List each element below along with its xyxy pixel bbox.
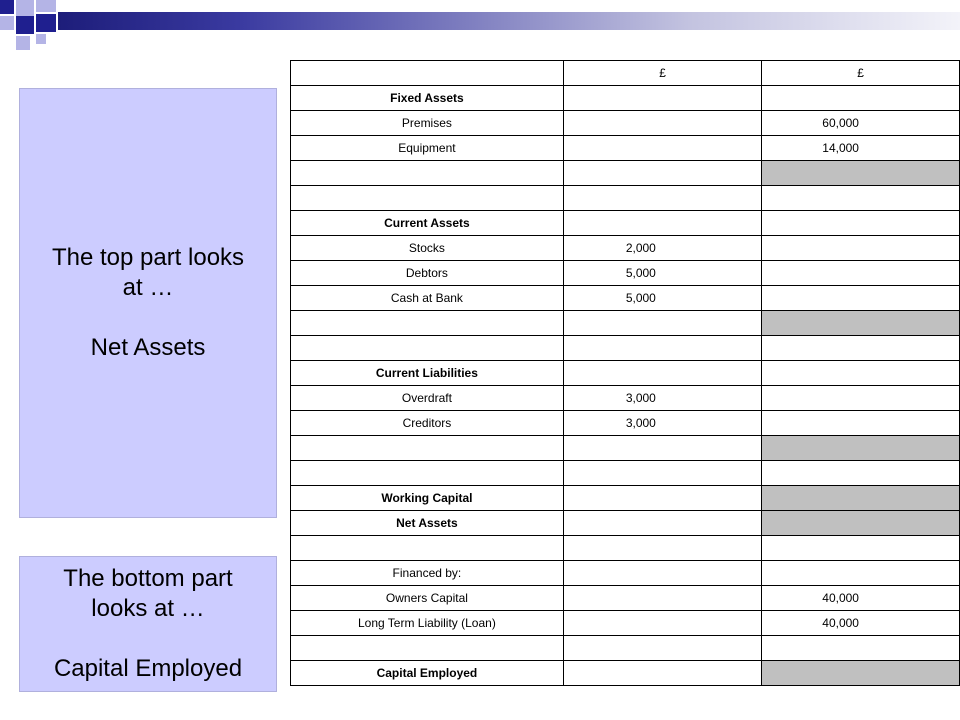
table-row — [291, 261, 960, 286]
table-row — [291, 586, 960, 611]
table-row — [291, 661, 960, 686]
corner-square-lavender-4 — [16, 36, 30, 50]
table-row — [291, 236, 960, 261]
row-label: Owners Capital — [291, 586, 564, 611]
table-row — [291, 86, 960, 111]
row-value-col2 — [563, 611, 761, 636]
row-value-col2 — [563, 561, 761, 586]
row-value-col3: 40,000 — [762, 586, 960, 611]
row-value-col3: 14,000 — [762, 136, 960, 161]
row-value-col2 — [563, 211, 761, 236]
row-total-shaded-cell — [762, 511, 960, 536]
net-assets-panel — [19, 88, 277, 518]
table-row — [291, 436, 960, 461]
row-value-col2 — [563, 536, 761, 561]
table-row — [291, 161, 960, 186]
row-label — [291, 461, 564, 486]
table-row — [291, 411, 960, 436]
table-row — [291, 311, 960, 336]
table-row — [291, 636, 960, 661]
row-label — [291, 161, 564, 186]
table-row — [291, 486, 960, 511]
corner-square-navy-2 — [16, 16, 34, 34]
row-label: Stocks — [291, 236, 564, 261]
row-value-col2 — [563, 111, 761, 136]
header-gradient-bar — [58, 12, 960, 30]
row-label: Current Liabilities — [291, 361, 564, 386]
row-total-shaded-cell — [762, 486, 960, 511]
corner-square-navy-3 — [36, 14, 56, 32]
row-value-col2 — [563, 336, 761, 361]
row-value-col3 — [762, 361, 960, 386]
table-row — [291, 286, 960, 311]
row-total-shaded-cell — [762, 311, 960, 336]
row-label: Financed by: — [291, 561, 564, 586]
table-row — [291, 111, 960, 136]
row-label: Fixed Assets — [291, 86, 564, 111]
table-row — [291, 561, 960, 586]
row-value-col3 — [762, 386, 960, 411]
row-label — [291, 186, 564, 211]
row-value-col3: 60,000 — [762, 111, 960, 136]
row-label: Equipment — [291, 136, 564, 161]
row-value-col2 — [563, 161, 761, 186]
row-value-col3 — [762, 336, 960, 361]
row-value-col2 — [563, 461, 761, 486]
row-label: Long Term Liability (Loan) — [291, 611, 564, 636]
row-label — [291, 436, 564, 461]
row-label: Cash at Bank — [291, 286, 564, 311]
table-row — [291, 136, 960, 161]
row-label: Net Assets — [291, 511, 564, 536]
row-value-col2 — [563, 311, 761, 336]
row-total-shaded-cell — [762, 436, 960, 461]
row-value-col2: 5,000 — [563, 286, 761, 311]
panel-bottom-line1: The bottom part — [63, 565, 233, 592]
row-value-col3: 40,000 — [762, 611, 960, 636]
corner-square-lavender-5 — [36, 34, 46, 44]
row-value-col2 — [563, 436, 761, 461]
panel-top-line1: The top part looks — [51, 244, 245, 271]
row-value-col2 — [563, 486, 761, 511]
row-label — [291, 536, 564, 561]
row-value-col2: 5,000 — [563, 261, 761, 286]
table-row — [291, 336, 960, 361]
capital-employed-panel — [19, 556, 277, 692]
row-value-col2: 2,000 — [563, 236, 761, 261]
panel-bottom-line3: Capital Employed — [53, 655, 243, 682]
table-row — [291, 611, 960, 636]
table-row — [291, 211, 960, 236]
table-row — [291, 511, 960, 536]
row-value-col2 — [563, 636, 761, 661]
row-value-col2 — [563, 586, 761, 611]
table-row — [291, 386, 960, 411]
row-label: Creditors — [291, 411, 564, 436]
row-value-col2 — [563, 186, 761, 211]
row-value-col2 — [563, 86, 761, 111]
row-value-col2: 3,000 — [563, 386, 761, 411]
row-value-col3 — [762, 461, 960, 486]
row-label — [291, 311, 564, 336]
balance-sheet-table — [290, 60, 960, 686]
corner-square-lavender-2 — [0, 16, 14, 30]
header-currency-col2: £ — [563, 61, 761, 86]
corner-square-navy-1 — [0, 0, 14, 14]
row-value-col3 — [762, 561, 960, 586]
row-label: Premises — [291, 111, 564, 136]
row-value-col2 — [563, 511, 761, 536]
row-label: Working Capital — [291, 486, 564, 511]
row-value-col2: 3,000 — [563, 411, 761, 436]
row-label: Capital Employed — [291, 661, 564, 686]
row-value-col3 — [762, 261, 960, 286]
row-value-col3 — [762, 236, 960, 261]
row-label: Debtors — [291, 261, 564, 286]
row-value-col3 — [762, 286, 960, 311]
row-label: Overdraft — [291, 386, 564, 411]
row-value-col3 — [762, 211, 960, 236]
table-row — [291, 461, 960, 486]
panel-top-line3: Net Assets — [90, 334, 206, 361]
row-total-shaded-cell — [762, 161, 960, 186]
row-value-col3 — [762, 411, 960, 436]
row-value-col2 — [563, 661, 761, 686]
table-row — [291, 536, 960, 561]
table-row — [291, 361, 960, 386]
row-value-col2 — [563, 136, 761, 161]
header-currency-col3: £ — [762, 61, 960, 86]
row-label: Current Assets — [291, 211, 564, 236]
row-value-col2 — [563, 361, 761, 386]
row-label — [291, 636, 564, 661]
panel-top-line2: at … — [122, 274, 174, 301]
row-value-col3 — [762, 636, 960, 661]
corner-square-lavender-3 — [36, 0, 56, 12]
row-label — [291, 336, 564, 361]
row-total-shaded-cell — [762, 661, 960, 686]
table-row — [291, 186, 960, 211]
row-value-col3 — [762, 86, 960, 111]
row-value-col3 — [762, 186, 960, 211]
row-value-col3 — [762, 536, 960, 561]
panel-bottom-line2: looks at … — [91, 595, 205, 622]
table-header-row — [291, 61, 960, 86]
header-label-cell — [291, 61, 564, 86]
